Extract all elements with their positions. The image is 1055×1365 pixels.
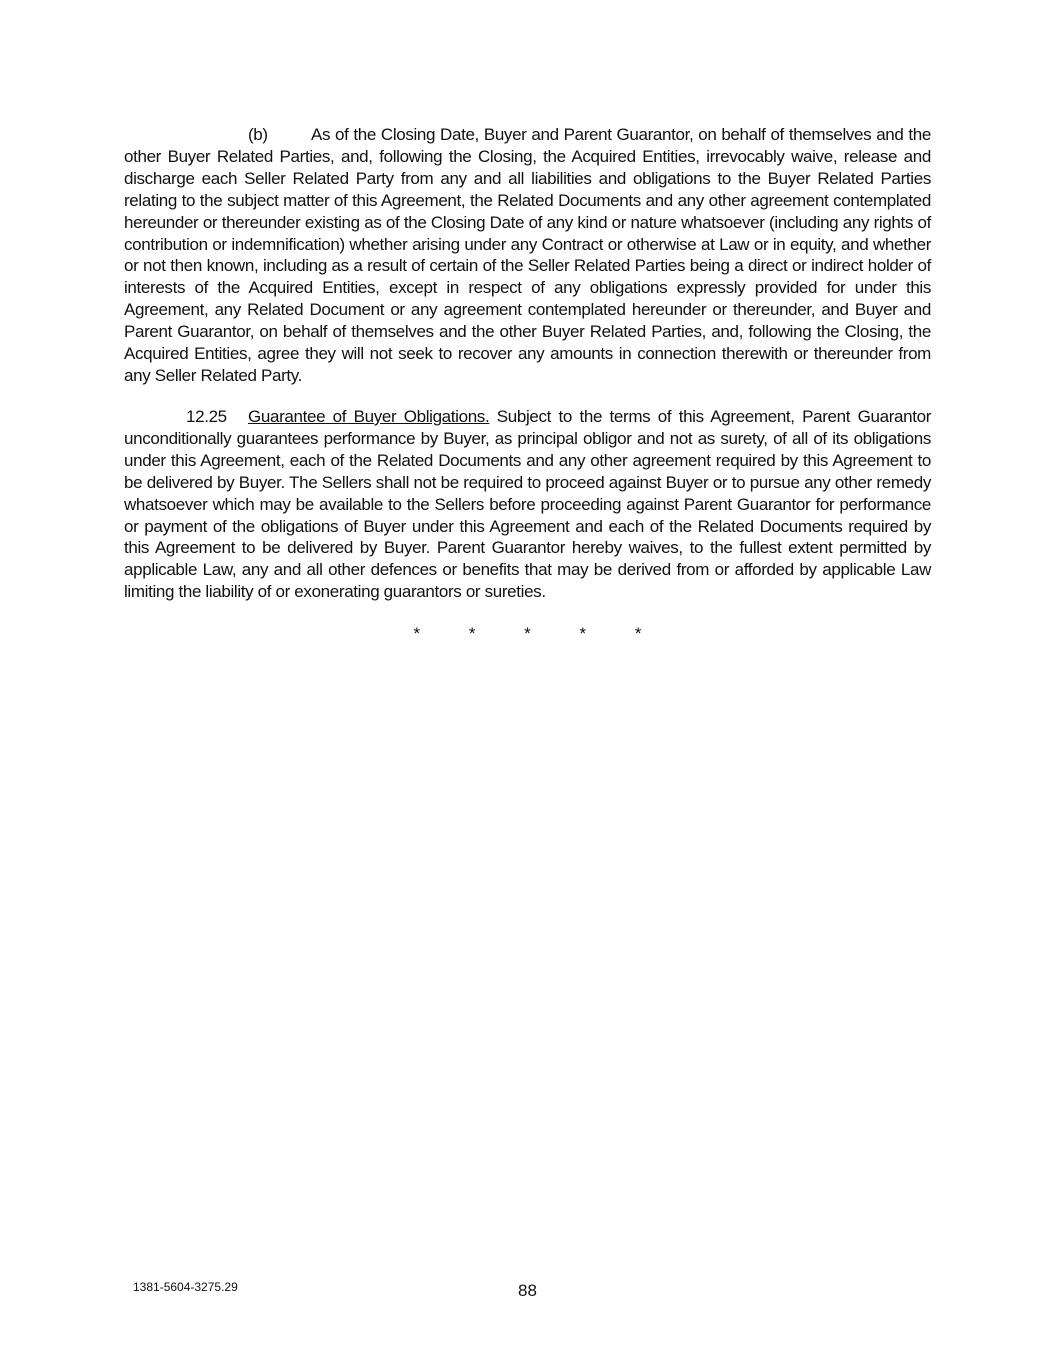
- page-number: 88: [518, 1281, 537, 1300]
- section-12-25-number: 12.25: [186, 407, 227, 426]
- clause-b-text: As of the Closing Date, Buyer and Parent Guarantor, on behalf of themselves and the other Buyer Related Parties, and, following the Closing, the Acquired Entities, irrevocably waive, release and discharge each Seller Related Party from any and all liabilities and obligations to the Buyer Related Parties relating to the subject matter of this Agreement, the Related Documents and any other agreement contemplated hereunder or thereunder existing as of the Closing Date of any kind or nature whatsoever (including any rights of contribution or indemnification) whether arising under any Contract or otherwise at Law or in equity, and whether or not then known, including as a result of certain of the Seller Related Parties being a direct or indirect holder of interests of the Acquired Entities, except in respect of any obligations expressly provided for under this Agreement, any Related Document or any agreement contemplated hereunder or thereunder, and Buyer and Parent Guarantor, on behalf of themselves and the other Buyer Related Parties, and, following the Closing, the Acquired Entities, agree they will not seek to recover any amounts in connection therewith or thereunder from any Seller Related Party.: [124, 125, 931, 385]
- section-12-25-text: Subject to the terms of this Agreement, Parent Guarantor unconditionally guarantees performance by Buyer, as principal obligor and not as surety, of all of its obligations under this Agreement, each of the Related Documents and any other agreement required by this Agreement to be delivered by Buyer. The Sellers shall not be required to proceed against Buyer or to pursue any other remedy whatsoever which may be available to the Sellers before proceeding against Parent Guarantor for performance or payment of the obligations of Buyer under this Agreement and each of the Related Documents required by this Agreement to be delivered by Buyer. Parent Guarantor hereby waives, to the fullest extent permitted by applicable Law, any and all other defences or benefits that may be derived from or afforded by applicable Law limiting the liability of or exonerating guarantors or sureties.: [124, 407, 932, 602]
- footer-document-id: 1381-5604-3275.29: [133, 1280, 238, 1294]
- section-12-25-heading: Guarantee of Buyer Obligations.: [248, 407, 490, 426]
- clause-b-marker: (b): [248, 125, 268, 144]
- section-12-25-paragraph: [124, 406, 931, 603]
- clause-b-paragraph: [124, 124, 931, 387]
- section-separator: * * * * *: [413, 624, 642, 643]
